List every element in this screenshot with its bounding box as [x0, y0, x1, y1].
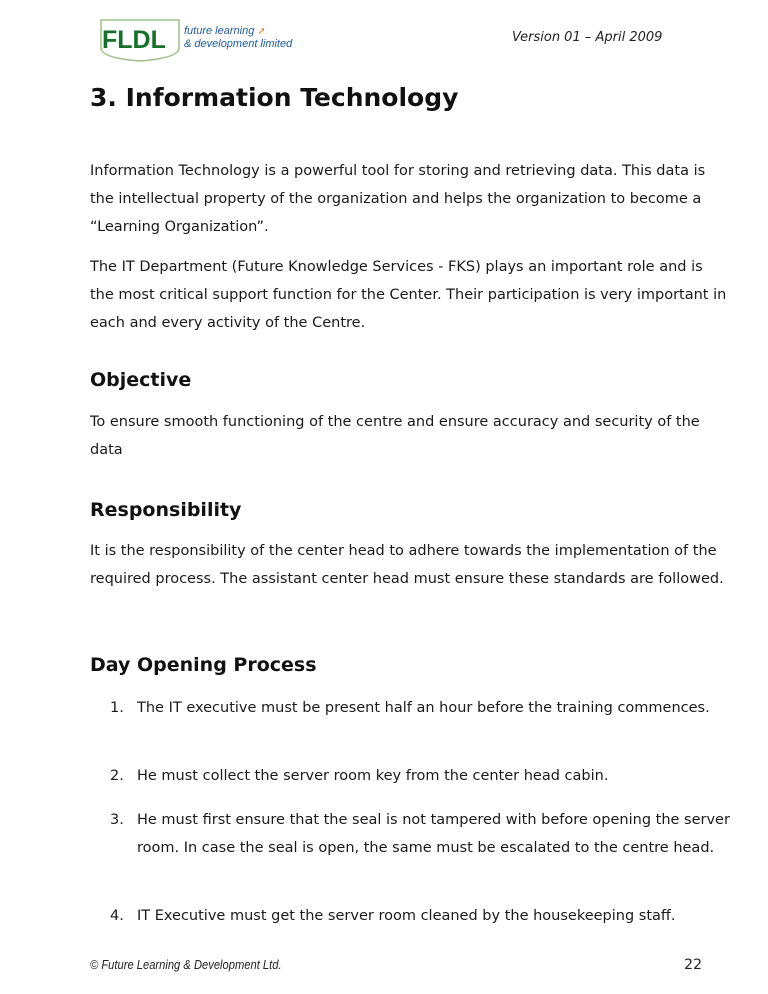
list-item-number: 4.	[110, 908, 124, 924]
tagline-line1: future learning	[184, 25, 255, 37]
day-opening-heading: Day Opening Process	[90, 654, 317, 676]
swoosh-arrow-icon: ➚	[257, 26, 266, 37]
tagline-line2: & development limited	[184, 38, 293, 50]
objective-heading: Objective	[90, 369, 192, 391]
intro-paragraph-1: Information Technology is a powerful tool for storing and retrieving data. This data is the intellectual property of the organization and helps the organization to become a “Learning Organization”.	[90, 163, 706, 235]
list-item	[110, 762, 730, 790]
objective-text: To ensure smooth functioning of the centre and ensure accuracy and security of the data	[90, 414, 700, 458]
page-number: 22	[684, 957, 702, 973]
list-item-number: 2.	[110, 768, 124, 784]
version-label: Version 01 – April 2009	[512, 30, 663, 45]
list-item-text: He must first ensure that the seal is not tampered with before opening the server room. In case the seal is open, the same must be escalated to the centre head.	[137, 812, 730, 856]
list-item-number: 3.	[110, 812, 124, 828]
logo-wordmark: FLDL	[102, 26, 166, 54]
logo-shield	[100, 18, 180, 62]
list-item	[110, 694, 730, 722]
list-item-text: He must collect the server room key from the center head cabin.	[137, 768, 609, 784]
responsibility-text: It is the responsibility of the center head to adhere towards the implementation of the required process. The assistant center head must ensure these standards are followed.	[90, 543, 724, 587]
company-logo	[100, 15, 292, 65]
footer-copyright: © Future Learning & Development Ltd.	[90, 957, 282, 972]
intro-paragraph-2: The IT Department (Future Knowledge Services - FKS) plays an important role and is the most critical support function for the Center. Their participation is very important in each and every activity of the Centre.	[90, 259, 727, 331]
list-item	[110, 806, 730, 862]
list-item-text: The IT executive must be present half an hour before the training commences.	[137, 700, 710, 716]
logo-tagline	[184, 25, 292, 51]
list-item-number: 1.	[110, 700, 124, 716]
chapter-title: 3. Information Technology	[90, 83, 459, 112]
responsibility-heading: Responsibility	[90, 499, 242, 521]
list-item-text: IT Executive must get the server room cleaned by the housekeeping staff.	[137, 908, 676, 924]
list-item	[110, 902, 730, 930]
